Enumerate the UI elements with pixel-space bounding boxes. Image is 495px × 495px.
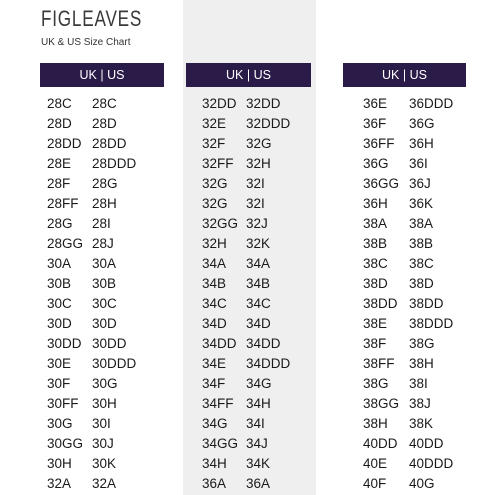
uk-size: 30E <box>47 356 72 371</box>
us-size: 36K <box>409 196 434 211</box>
uk-size: 34A <box>202 256 227 271</box>
uk-size: 28E <box>47 156 72 171</box>
uk-size: 30C <box>47 296 72 311</box>
uk-size: 30DD <box>47 336 82 351</box>
uk-size: 30A <box>47 256 72 271</box>
size-row <box>40 334 164 354</box>
us-size: 34A <box>246 256 271 271</box>
uk-size: 32F <box>202 136 226 151</box>
us-size: 34I <box>246 416 265 431</box>
uk-size: 34E <box>202 356 227 371</box>
size-row <box>40 294 164 314</box>
us-size: 38G <box>409 336 435 351</box>
us-size: 28DD <box>92 136 127 151</box>
size-row <box>343 294 466 314</box>
size-row <box>343 114 466 134</box>
us-size: 30H <box>92 396 117 411</box>
us-size: 32G <box>246 136 272 151</box>
us-size: 32K <box>246 236 271 251</box>
uk-size: 32H <box>202 236 227 251</box>
us-size: 40DD <box>409 436 444 451</box>
us-size: 36DDD <box>409 96 454 111</box>
uk-size: 40F <box>363 476 387 491</box>
uk-size: 38B <box>363 236 388 251</box>
size-row <box>40 474 164 494</box>
us-size: 28C <box>92 96 117 111</box>
size-row <box>186 94 311 114</box>
us-size: 36A <box>246 476 271 491</box>
size-row <box>186 154 311 174</box>
us-size: 30DD <box>92 336 127 351</box>
size-row <box>40 94 164 114</box>
uk-size: 38E <box>363 316 388 331</box>
uk-size: 28GG <box>47 236 84 251</box>
us-size: 34DD <box>246 336 281 351</box>
us-size: 32DDD <box>246 116 291 131</box>
size-row <box>186 194 311 214</box>
size-row <box>186 394 311 414</box>
size-row <box>186 354 311 374</box>
us-size: 34D <box>246 316 271 331</box>
column-header: UK | US <box>40 63 164 87</box>
uk-size: 32G <box>202 196 228 211</box>
us-size: 34J <box>246 436 268 451</box>
uk-size: 38H <box>363 416 388 431</box>
size-row <box>186 434 311 454</box>
uk-size: 28F <box>47 176 71 191</box>
uk-size: 34C <box>202 296 227 311</box>
column-header: UK | US <box>343 63 466 87</box>
us-size: 38C <box>409 256 434 271</box>
uk-size: 30F <box>47 376 71 391</box>
uk-size: 34B <box>202 276 227 291</box>
uk-size: 38FF <box>363 356 395 371</box>
column-header: UK | US <box>186 63 311 87</box>
size-row <box>186 334 311 354</box>
uk-size: 30G <box>47 416 73 431</box>
uk-size: 36GG <box>363 176 400 191</box>
us-size: 34C <box>246 296 271 311</box>
uk-size: 30B <box>47 276 72 291</box>
us-size: 38B <box>409 236 434 251</box>
us-size: 38D <box>409 276 434 291</box>
us-size: 36H <box>409 136 434 151</box>
size-row <box>343 214 466 234</box>
uk-size: 34DD <box>202 336 237 351</box>
uk-size: 36A <box>202 476 227 491</box>
uk-size: 28C <box>47 96 72 111</box>
size-row <box>186 314 311 334</box>
size-row <box>186 474 311 494</box>
us-size: 32I <box>246 196 265 211</box>
size-row <box>40 394 164 414</box>
size-rows <box>40 94 164 494</box>
us-size: 34B <box>246 276 271 291</box>
size-column-2 <box>186 63 311 494</box>
brand-logo: FIGLEAVES <box>41 6 143 31</box>
size-row <box>186 214 311 234</box>
size-row <box>343 374 466 394</box>
size-row <box>186 114 311 134</box>
size-row <box>40 234 164 254</box>
size-row <box>343 274 466 294</box>
us-size: 28DDD <box>92 156 137 171</box>
uk-size: 36FF <box>363 136 395 151</box>
us-size: 30I <box>92 416 111 431</box>
size-row <box>40 434 164 454</box>
us-size: 30DDD <box>92 356 137 371</box>
size-row <box>186 454 311 474</box>
uk-size: 28G <box>47 216 73 231</box>
us-size: 38K <box>409 416 434 431</box>
uk-size: 38G <box>363 376 389 391</box>
uk-size: 38GG <box>363 396 400 411</box>
us-size: 28I <box>92 216 111 231</box>
size-row <box>343 474 466 494</box>
uk-size: 32DD <box>202 96 237 111</box>
size-rows <box>343 94 466 494</box>
size-row <box>40 454 164 474</box>
us-size: 32H <box>246 156 271 171</box>
us-size: 30C <box>92 296 117 311</box>
us-size: 38H <box>409 356 434 371</box>
us-size: 34K <box>246 456 271 471</box>
size-row <box>186 274 311 294</box>
uk-size: 30H <box>47 456 72 471</box>
uk-size: 34FF <box>202 396 234 411</box>
us-size: 28H <box>92 196 117 211</box>
us-size: 38DDD <box>409 316 454 331</box>
uk-size: 28DD <box>47 136 82 151</box>
size-row <box>343 94 466 114</box>
size-row <box>40 214 164 234</box>
uk-size: 32G <box>202 176 228 191</box>
size-row <box>186 374 311 394</box>
uk-size: 30GG <box>47 436 84 451</box>
uk-size: 40E <box>363 456 388 471</box>
uk-size: 32GG <box>202 216 239 231</box>
size-row <box>40 174 164 194</box>
size-row <box>343 334 466 354</box>
us-size: 40DDD <box>409 456 454 471</box>
uk-size: 32E <box>202 116 227 131</box>
us-size: 30G <box>92 376 118 391</box>
us-size: 34G <box>246 376 272 391</box>
chart-subtitle: UK & US Size Chart <box>41 37 131 48</box>
us-size: 32I <box>246 176 265 191</box>
size-row <box>186 174 311 194</box>
us-size: 36G <box>409 116 435 131</box>
us-size: 28G <box>92 176 118 191</box>
size-row <box>186 294 311 314</box>
us-size: 40G <box>409 476 435 491</box>
us-size: 38J <box>409 396 431 411</box>
us-size: 28J <box>92 236 114 251</box>
size-row <box>186 414 311 434</box>
size-row <box>343 394 466 414</box>
uk-size: 28FF <box>47 196 79 211</box>
uk-size: 34D <box>202 316 227 331</box>
size-row <box>186 234 311 254</box>
us-size: 34DDD <box>246 356 291 371</box>
size-row <box>186 134 311 154</box>
size-row <box>343 454 466 474</box>
size-row <box>40 354 164 374</box>
size-row <box>343 174 466 194</box>
size-row <box>343 254 466 274</box>
us-size: 38DD <box>409 296 444 311</box>
size-row <box>40 414 164 434</box>
us-size: 30B <box>92 276 117 291</box>
size-column-1 <box>40 63 164 494</box>
us-size: 32A <box>92 476 117 491</box>
size-column-3 <box>343 63 466 494</box>
uk-size: 36F <box>363 116 387 131</box>
uk-size: 32A <box>47 476 72 491</box>
uk-size: 34F <box>202 376 226 391</box>
uk-size: 38DD <box>363 296 398 311</box>
us-size: 32DD <box>246 96 281 111</box>
uk-size: 32FF <box>202 156 234 171</box>
size-row <box>343 234 466 254</box>
size-row <box>343 154 466 174</box>
size-row <box>40 154 164 174</box>
us-size: 36I <box>409 156 428 171</box>
size-row <box>186 254 311 274</box>
uk-size: 30D <box>47 316 72 331</box>
size-row <box>343 414 466 434</box>
size-row <box>40 314 164 334</box>
uk-size: 38F <box>363 336 387 351</box>
us-size: 30D <box>92 316 117 331</box>
uk-size: 36E <box>363 96 388 111</box>
uk-size: 38C <box>363 256 388 271</box>
uk-size: 36H <box>363 196 388 211</box>
uk-size: 40DD <box>363 436 398 451</box>
uk-size: 34GG <box>202 436 239 451</box>
uk-size: 36G <box>363 156 389 171</box>
uk-size: 34H <box>202 456 227 471</box>
us-size: 38I <box>409 376 428 391</box>
us-size: 30K <box>92 456 117 471</box>
size-row <box>343 434 466 454</box>
us-size: 30A <box>92 256 117 271</box>
size-row <box>40 274 164 294</box>
us-size: 30J <box>92 436 114 451</box>
size-row <box>40 194 164 214</box>
size-rows <box>186 94 311 494</box>
uk-size: 38D <box>363 276 388 291</box>
us-size: 32J <box>246 216 268 231</box>
uk-size: 34G <box>202 416 228 431</box>
us-size: 34H <box>246 396 271 411</box>
us-size: 36J <box>409 176 431 191</box>
size-row <box>343 354 466 374</box>
us-size: 38A <box>409 216 434 231</box>
size-row <box>343 134 466 154</box>
size-row <box>40 374 164 394</box>
uk-size: 28D <box>47 116 72 131</box>
size-row <box>343 314 466 334</box>
uk-size: 30FF <box>47 396 79 411</box>
us-size: 28D <box>92 116 117 131</box>
size-row <box>40 254 164 274</box>
size-row <box>343 194 466 214</box>
uk-size: 38A <box>363 216 388 231</box>
size-row <box>40 134 164 154</box>
size-row <box>40 114 164 134</box>
